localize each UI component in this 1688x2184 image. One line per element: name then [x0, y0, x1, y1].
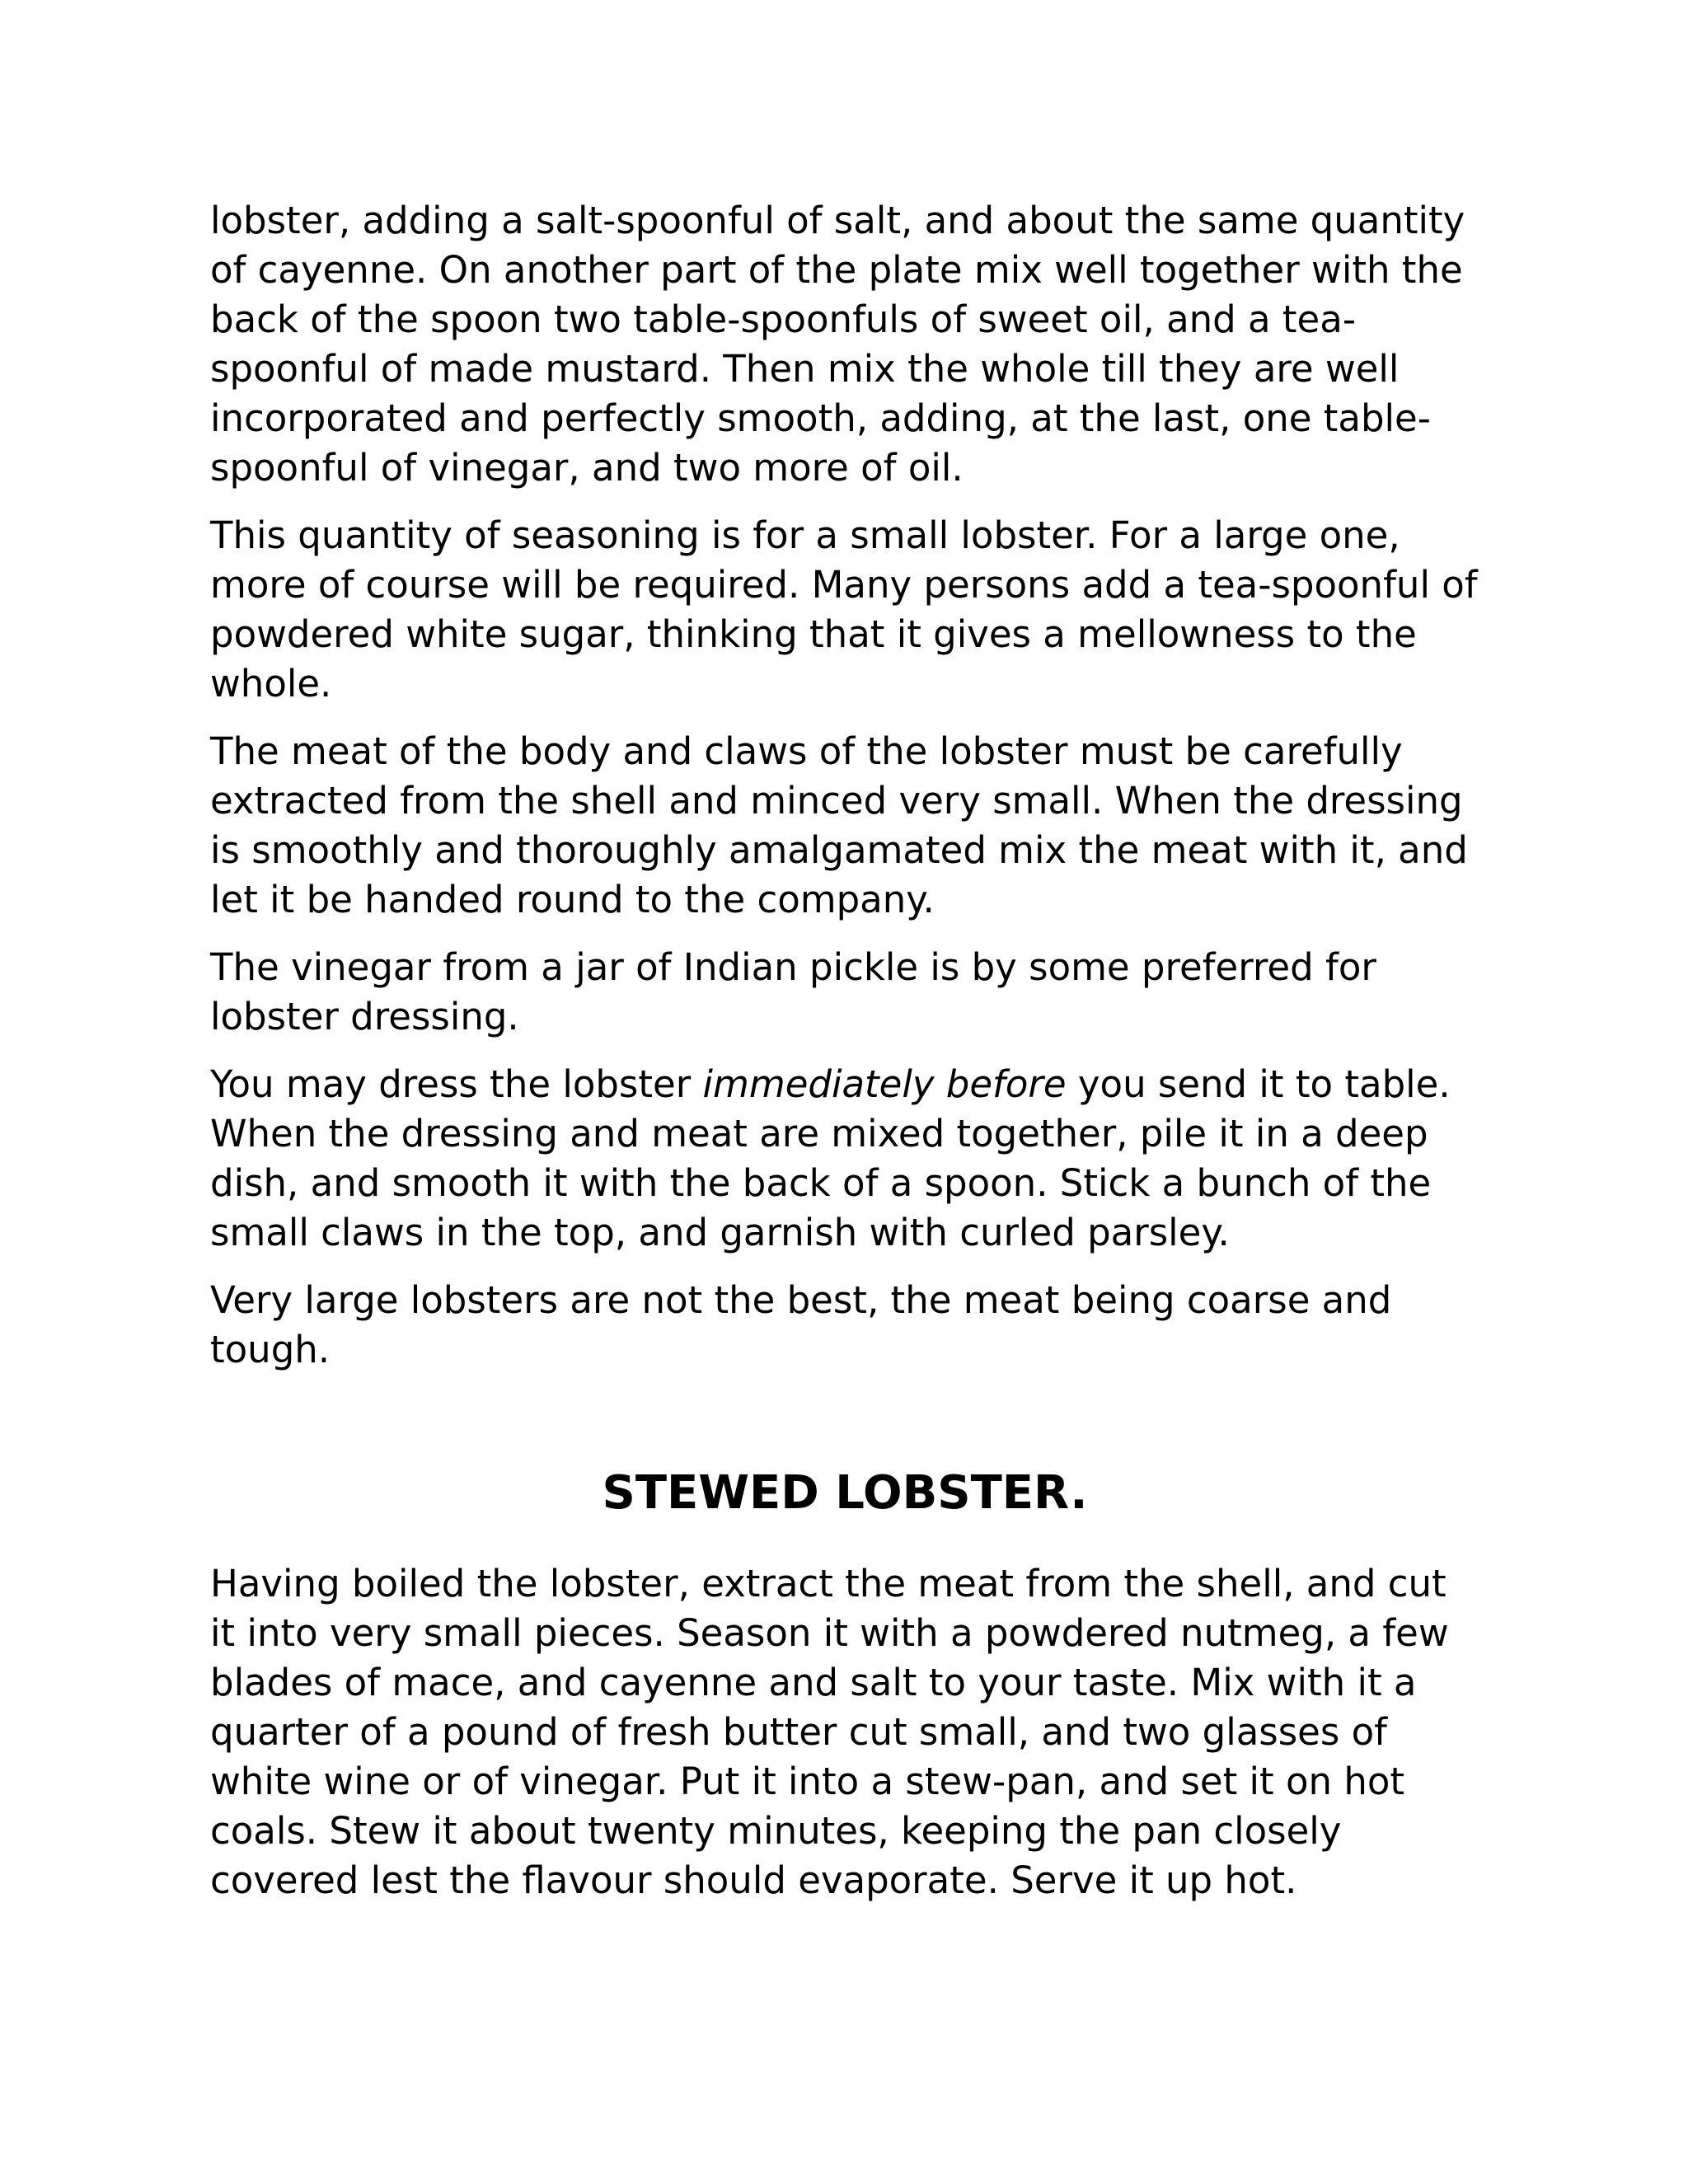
paragraph-seasoning-continued: lobster, adding a salt-spoonful of salt, and about the same quantity of cayenne. On another part of the plate mix well together with the back of the spoon two table-spoonfuls of sweet oil, and a tea-spoonful of made mustard. Then mix the whole till they are well incorporated and perfectly smooth, adding, at the last, one table-spoonful of vinegar, and two more of oil.	[210, 199, 1465, 490]
dress-text-before: You may dress the lobster	[210, 1062, 703, 1106]
page-body	[210, 196, 1479, 1924]
paragraph-vinegar-note: The vinegar from a jar of Indian pickle is by some preferred for lobster dressing.	[210, 945, 1376, 1038]
paragraph-stewed-lobster-recipe: Having boiled the lobster, extract the meat from the shell, and cut it into very small pieces. Season it with a powdered nutmeg, a few blades of mace, and cayenne and salt to your taste. Mix with it a quarter of a pound of fresh butter cut small, and two glasses of white wine or of vinegar. Put it into a stew-pan, and set it on hot coals. Stew it about twenty minutes, keeping the pan closely covered lest the flavour should evaporate. Serve it up hot.	[210, 1562, 1449, 1902]
paragraph-dressing-timing	[210, 1060, 1479, 1258]
dress-text-emphasis: immediately before	[702, 1062, 1067, 1106]
paragraph-large-lobsters: Very large lobsters are not the best, the meat being coarse and tough.	[210, 1278, 1392, 1371]
section-heading-stewed-lobster: STEWED LOBSTER.	[602, 1466, 1088, 1520]
dress-text-after: you send it to table. When the dressing and meat are mixed together, pile it in a deep dish, and smooth it with the back of a spoon. Stick a bunch of the small claws in the top, and garnish with curled parsley.	[210, 1062, 1451, 1254]
paragraph-meat-preparation: The meat of the body and claws of the lobster must be carefully extracted from the shell and minced very small. When the dressing is smoothly and thoroughly amalgamated mix the meat with it, and let it be handed round to the company.	[210, 729, 1468, 921]
paragraph-seasoning-quantity: This quantity of seasoning is for a small lobster. For a large one, more of course will be required. Many persons add a tea-spoonful of powdered white sugar, thinking that it gives a mellowness to the whole.	[210, 513, 1478, 705]
